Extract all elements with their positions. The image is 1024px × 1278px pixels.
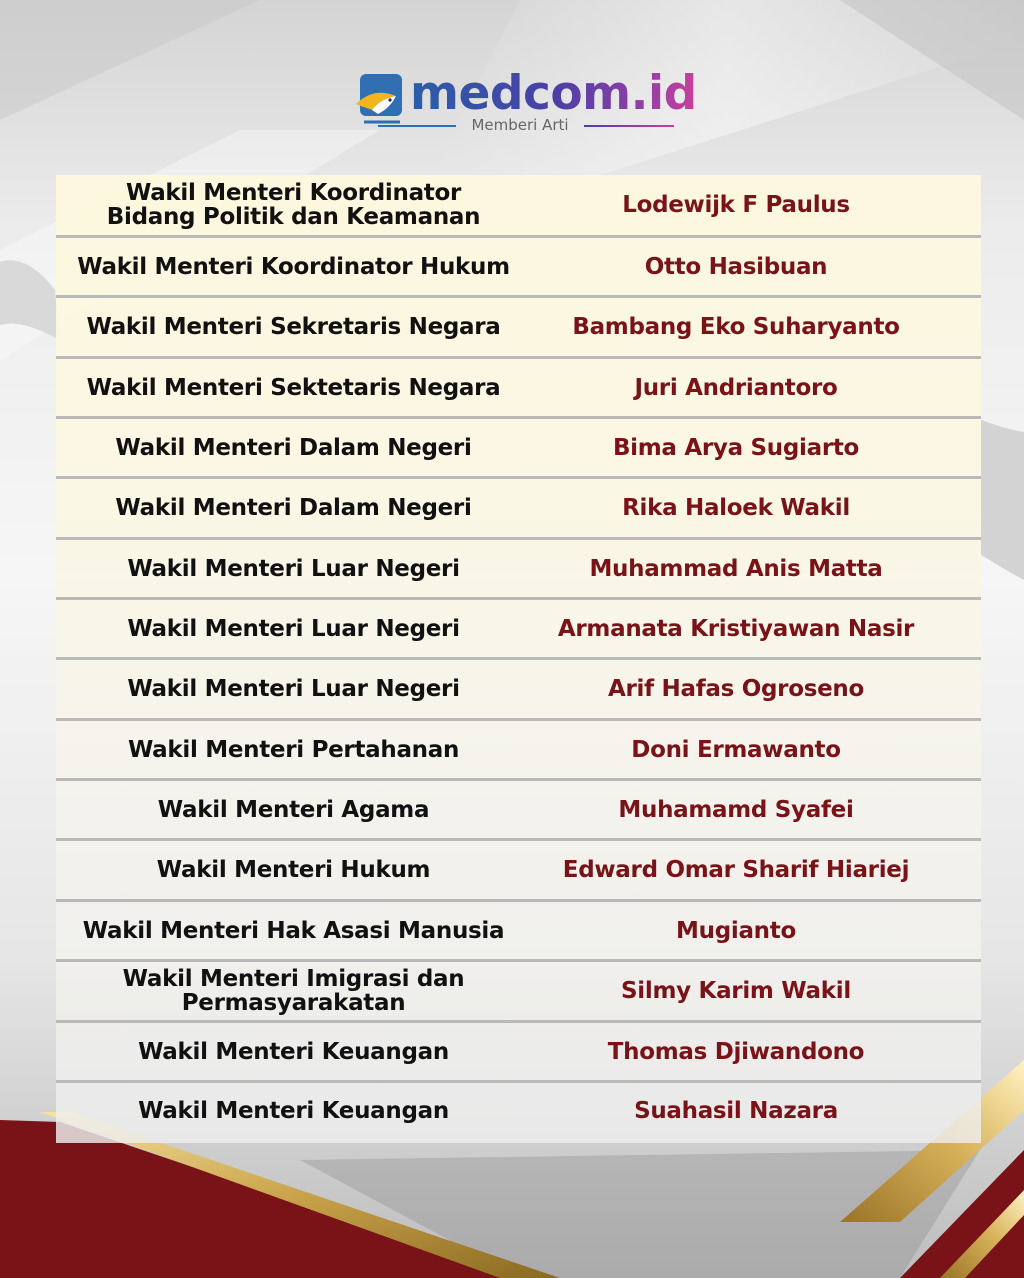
official-name: Juri Andriantoro — [634, 374, 838, 401]
official-name: Bima Arya Sugiarto — [612, 434, 860, 461]
official-name: Suahasil Nazara — [634, 1098, 838, 1124]
position-title: Wakil Menteri Pertahanan — [127, 736, 460, 763]
table-row — [56, 1083, 981, 1139]
table-row — [56, 479, 981, 540]
position-title: Wakil Menteri Koordinator Bidang Politik dan Keamanan — [106, 180, 481, 230]
table-row — [56, 419, 981, 479]
brand-name: medcom.id — [410, 64, 697, 124]
position-title: Wakil Menteri Hak Asasi Manusia — [82, 917, 505, 944]
official-name: Armanata Kristiyawan Nasir — [557, 615, 915, 642]
table-row — [56, 238, 981, 298]
position-title: Wakil Menteri Dalam Negeri — [115, 495, 472, 521]
position-title: Wakil Menteri Koordinator Hukum — [77, 253, 510, 280]
header — [0, 66, 1024, 146]
map-silhouette-right — [981, 420, 1024, 580]
position-title: Wakil Menteri Hukum — [156, 857, 431, 883]
official-name: Muhamamd Syafei — [618, 796, 854, 823]
official-name: Arif Hafas Ogroseno — [608, 676, 864, 702]
official-name: Rika Haloek Wakil — [622, 495, 850, 521]
position-title: Wakil Menteri Sektetaris Negara — [86, 374, 501, 401]
official-name: Otto Hasibuan — [644, 253, 828, 280]
table-row — [56, 600, 981, 660]
official-name: Muhammad Anis Matta — [589, 555, 883, 582]
table-row — [56, 721, 981, 781]
table-row — [56, 1023, 981, 1083]
official-name: Thomas Djiwandono — [607, 1038, 865, 1065]
position-title: Wakil Menteri Imigrasi dan Permasyarakatan — [122, 966, 465, 1016]
position-title: Wakil Menteri Luar Negeri — [127, 615, 460, 642]
table-row — [56, 781, 981, 841]
position-title: Wakil Menteri Keuangan — [138, 1038, 449, 1065]
official-name: Mugianto — [676, 917, 796, 944]
officials-table — [56, 175, 981, 1139]
position-title: Wakil Menteri Luar Negeri — [127, 555, 460, 582]
table-row — [56, 841, 981, 902]
official-name: Lodewijk F Paulus — [622, 192, 850, 218]
position-title: Wakil Menteri Luar Negeri — [127, 676, 460, 702]
table-row — [56, 298, 981, 359]
table-row — [56, 359, 981, 419]
table-row — [56, 962, 981, 1023]
position-title: Wakil Menteri Keuangan — [138, 1098, 449, 1124]
position-title: Wakil Menteri Dalam Negeri — [115, 434, 472, 461]
official-name: Bambang Eko Suharyanto — [572, 314, 900, 340]
official-name: Edward Omar Sharif Hiariej — [562, 857, 910, 883]
table-row — [56, 902, 981, 962]
position-title: Wakil Menteri Agama — [157, 796, 430, 823]
eagle-logo-icon — [356, 74, 404, 126]
tagline-divider-right — [584, 125, 674, 127]
table-row — [56, 540, 981, 600]
table-row — [56, 175, 981, 238]
official-name: Doni Ermawanto — [631, 736, 841, 763]
brand-tagline: Memberi Arti — [471, 116, 569, 134]
table-row — [56, 660, 981, 721]
position-title: Wakil Menteri Sekretaris Negara — [86, 314, 501, 340]
tagline-divider-left — [378, 125, 456, 127]
official-name: Silmy Karim Wakil — [621, 978, 851, 1004]
